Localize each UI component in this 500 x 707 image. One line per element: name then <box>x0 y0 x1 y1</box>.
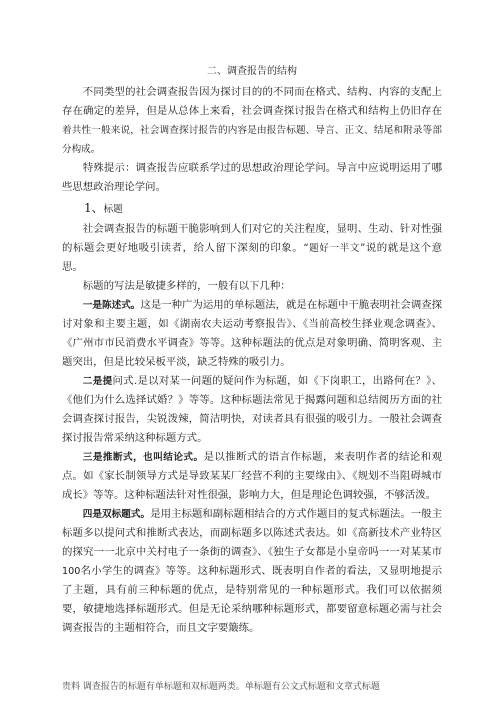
item-double-title-text-end: 名小学生的调查》等等。这种标题形式、既表明自作者的看法，又显明地提示了主题，具有前三种标题的优点，是特别常见的一种标题形式。我们可以依据须要，敏捷地选择标题形式。但是无论采纳哪种标题形式，都要留意标题必需与社会调查报告的主题相符合，而且文字要簸练。 <box>62 565 442 634</box>
item-double-title <box>62 505 442 638</box>
item-statement-label: 一是陈述式。 <box>82 300 141 311</box>
intro-paragraph <box>62 83 442 159</box>
intro-text: 不同类型的社会调查报告因为探讨目的的不同而在格式、结构、内容的支配上存在确定的差异，但是从总体上来看，社会调查探讨报告在格式和结构上仍旧存在 <box>62 86 442 117</box>
item-double-title-label: 四是双标题式。 <box>82 509 151 520</box>
item-double-title-text: 是用主标题和副标题相结合的方式作题目的复式标题法。一般主标题多以提问式和推断式表达，而副标题多以陈述式表达。如《高新技术产业特区的探究一一北京中关村电子一条街的调查》、《独生子女都是小皇帝吗一一对某某市 <box>62 508 443 558</box>
subsection-heading <box>62 198 442 220</box>
quote-phrase: 题好一半文 <box>308 243 360 254</box>
item-statement-text: 这是一种广为运用的单标题法，就是在标题中干脆表明社会调查探讨对象和主要主题，如《湖南农夫运动考察报告》、《当前高校生择业观念调查》、《广州市市民消费水平调查》等等。这种标题法的优点是对象明确、简明客观、主题突出，但是比较呆板平淡，缺乏特殊的吸引力。 <box>62 299 443 368</box>
subsection-number: 1、 <box>84 201 104 215</box>
title-paragraph <box>62 220 442 277</box>
methods-intro: 标题的写法是敏捷多样的，一般有以下几种： <box>82 280 291 292</box>
item-judgment-text: 是以推断式的语言作标题，来表明作者的结论和观点。如《家长制领导方式是导致某某厂经营不利的主要缘由》、《规划不当阻碍城市成长》等等。这种标题法针对性很强，影响力大，但是理论色调较强，不够活泼。 <box>62 451 443 501</box>
item-question-label: 二是提 <box>82 376 113 387</box>
item-judgment <box>62 448 442 505</box>
special-note: 特殊提示：调查报告应联系学过的思想政治理论学问。导言中应说明运用了哪些思想政治理论学问。 <box>62 162 442 193</box>
item-judgment-label: 三是推断式，也叫结论式。 <box>82 452 204 463</box>
subsection-title: 标题 <box>103 204 123 215</box>
intro-text-sans: 着共性一般来说，社会调查探讨报告的内容是由报告标题、导言、正文、结尾和附录等部分构成。 <box>62 125 442 155</box>
title-paragraph-end: ”说的就是这个意思。 <box>62 242 443 273</box>
page-footnote: 贵料 调查报告的标题有单标题和双标题两类。单标题有公文式标题和文章式标题 <box>62 682 380 692</box>
item-question-text: 问式.是以对某一问题的疑问作为标题，如《下岗职工，出路何在？》、《他们为什么选择试婚？》等等。这种标题法常见于揭露问题和总结阅历方面的社会调查探讨报告，尖锐泼辣，简洁明快，对读者具有很强的吸引力。一般社会调查探讨报告常采纳这种标题方式。 <box>62 375 442 444</box>
item-double-title-number: 100 <box>62 566 81 577</box>
item-question <box>62 372 442 448</box>
title-paragraph-text: 社会调查报告的标题干脆影响到人们对它的关注程度，显明、生动、针对性强的标题会更好地吸引读者，给人留下深刻的印象。“ <box>62 223 442 254</box>
item-statement <box>62 296 442 372</box>
section-heading: 二、调查报告的结构 <box>207 66 297 77</box>
